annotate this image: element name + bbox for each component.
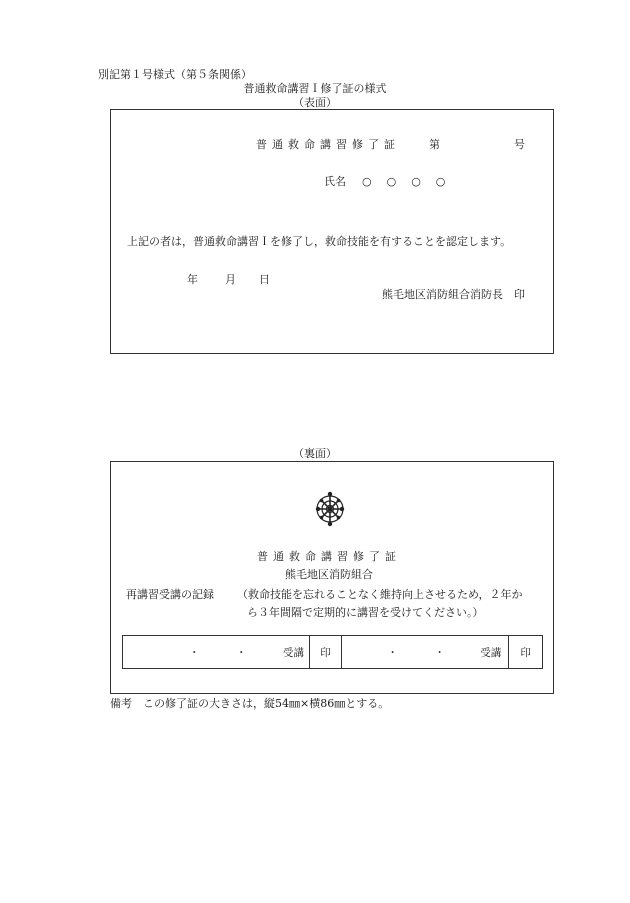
certificate-front [110, 109, 554, 354]
retraining-record-label: 再講習受講の記録 [126, 588, 214, 601]
number-prefix: 第 [429, 138, 440, 151]
retraining-record-table [122, 635, 543, 669]
date-separator: ・ [387, 647, 398, 659]
date-separator: ・ [236, 647, 247, 659]
date-year: 年 [187, 273, 198, 286]
seal-cell: 印 [509, 636, 543, 669]
name-label: 氏名 [324, 175, 346, 188]
back-label: （裏面） [293, 447, 337, 460]
front-label: （表面） [293, 96, 337, 109]
date-month: 月 [225, 273, 236, 286]
issuer-signature: 熊毛地区消防組合消防長 印 [382, 288, 525, 301]
retraining-note-line1: （救命技能を忘れることなく維持向上させるため，２年か [237, 588, 523, 601]
number-suffix: 号 [514, 138, 525, 151]
record-date-cell [342, 636, 509, 669]
back-cert-title: 普通救命講習修了証 [257, 550, 401, 563]
seal-cell: 印 [309, 636, 342, 669]
fire-department-emblem-icon [315, 491, 345, 529]
table-row [123, 636, 543, 669]
name-placeholder: ○ ○ ○ ○ [362, 175, 448, 188]
page-title: 普通救命講習Ｉ修了証の様式 [243, 82, 387, 95]
record-date-cell [123, 636, 310, 669]
organization-name: 熊毛地区消防組合 [285, 568, 373, 581]
certificate-back [110, 461, 554, 694]
remark: 備考 この修了証の大きさは，縦54㎜×横86㎜とする。 [110, 697, 390, 710]
attendance-label: 受講 [283, 647, 304, 659]
front-cert-title: 普通救命講習修了証 [256, 138, 400, 151]
retraining-note-line2: ら３年間隔で定期的に講習を受けてください。） [247, 606, 484, 619]
date-separator: ・ [189, 647, 200, 659]
certification-statement: 上記の者は，普通救命講習Ｉを修了し，救命技能を有することを認定します。 [127, 235, 512, 248]
date-separator: ・ [434, 647, 445, 659]
attendance-label: 受講 [480, 647, 502, 659]
form-label: 別記第１号様式（第５条関係） [98, 68, 252, 81]
date-day: 日 [259, 273, 270, 286]
